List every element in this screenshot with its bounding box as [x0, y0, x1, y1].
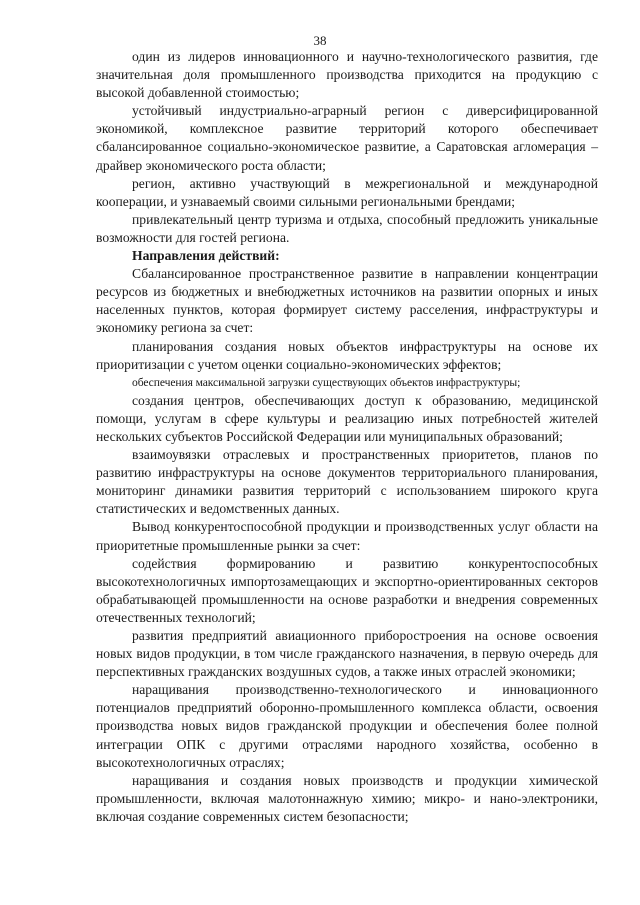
body-text — [96, 48, 598, 826]
paragraph-leader: один из лидеров инновационного и научно-технологического развития, где значительная доля промышленного производства приходится на продукцию с высокой добавленной стоимостью; — [96, 49, 598, 101]
paragraph-tourism: привлекательный центр туризма и отдыха, способный предложить уникальные возможности для гостей региона. — [96, 211, 598, 245]
paragraph-products-output: Вывод конкурентоспособной продукции и производственных услуг области на приоритетные промышленные рынки за счет: — [96, 519, 598, 553]
paragraph-chemistry: наращивания и создания новых производств и продукции химической промышленности, включая малотоннажную химию; микро- и нано-электроники, включая создание современных систем безопасности; — [96, 772, 598, 824]
paragraph-spatial-development: Сбалансированное пространственное развитие в направлении концентрации ресурсов из бюджетных и внебюджетных источников на развитии опорных и иных населенных пунктов, которая формирует систему расселения, инфраструктуры и экономику региона за счет: — [96, 266, 598, 336]
paragraph-infrastructure-load: обеспечения максимальной загрузки существующих объектов инфраструктуры; — [132, 375, 521, 389]
paragraph-aviation: развития предприятий авиационного приборостроения на основе освоения новых видов продукции, в том числе гражданского назначения, в первую очередь для перспективных гражданских воздушных судов, а также иных отраслей экономики; — [96, 628, 598, 680]
paragraph-centers: создания центров, обеспечивающих доступ к образованию, медицинской помощи, услугам в сфере культуры и реализацию иных потребностей жителей нескольких субъектов Российской Федерации или муниципальных образований; — [96, 392, 598, 444]
paragraph-priorities: взаимоувязки отраслевых и пространственных приоритетов, планов по развитию инфраструктуры на основе документов территориального планирования, мониторинг динамики развития территорий с использованием широкого круга статистических и ведомственных данных. — [96, 447, 598, 517]
paragraph-infrastructure-planning: планирования создания новых объектов инфраструктуры на основе их приоритизации с учетом оценки социально-экономических эффектов; — [96, 338, 598, 372]
paragraph-cooperation: регион, активно участвующий в межрегиональной и международной кооперации, и узнаваемый своими сильными региональными брендами; — [96, 175, 598, 209]
paragraph-defense-industry: наращивания производственно-технологического и инновационного потенциалов предприятий оборонно-промышленного комплекса области, освоения производства новых видов гражданской продукции и обеспечения более полной интеграции ОПК с другими отраслями народного хозяйства, особенно в высокотехнологичных отраслях; — [96, 682, 598, 770]
page-number: 38 — [313, 33, 327, 48]
paragraph-high-tech-sectors: содействия формированию и развитию конкурентоспособных высокотехнологичных импортозамещающих и экспортно-ориентированных секторов обрабатывающей промышленности на основе разработки и внедрения современных отечественных технологий; — [96, 555, 598, 625]
paragraph-industrial-region: устойчивый индустриально-аграрный регион с диверсифицированной экономикой, комплексное развитие территорий которого обеспечивает сбалансированное социально-экономическое развитие, а Саратовская агломерация – драйвер экономического роста области; — [96, 103, 598, 173]
section-heading: Направления действий: — [132, 248, 280, 264]
